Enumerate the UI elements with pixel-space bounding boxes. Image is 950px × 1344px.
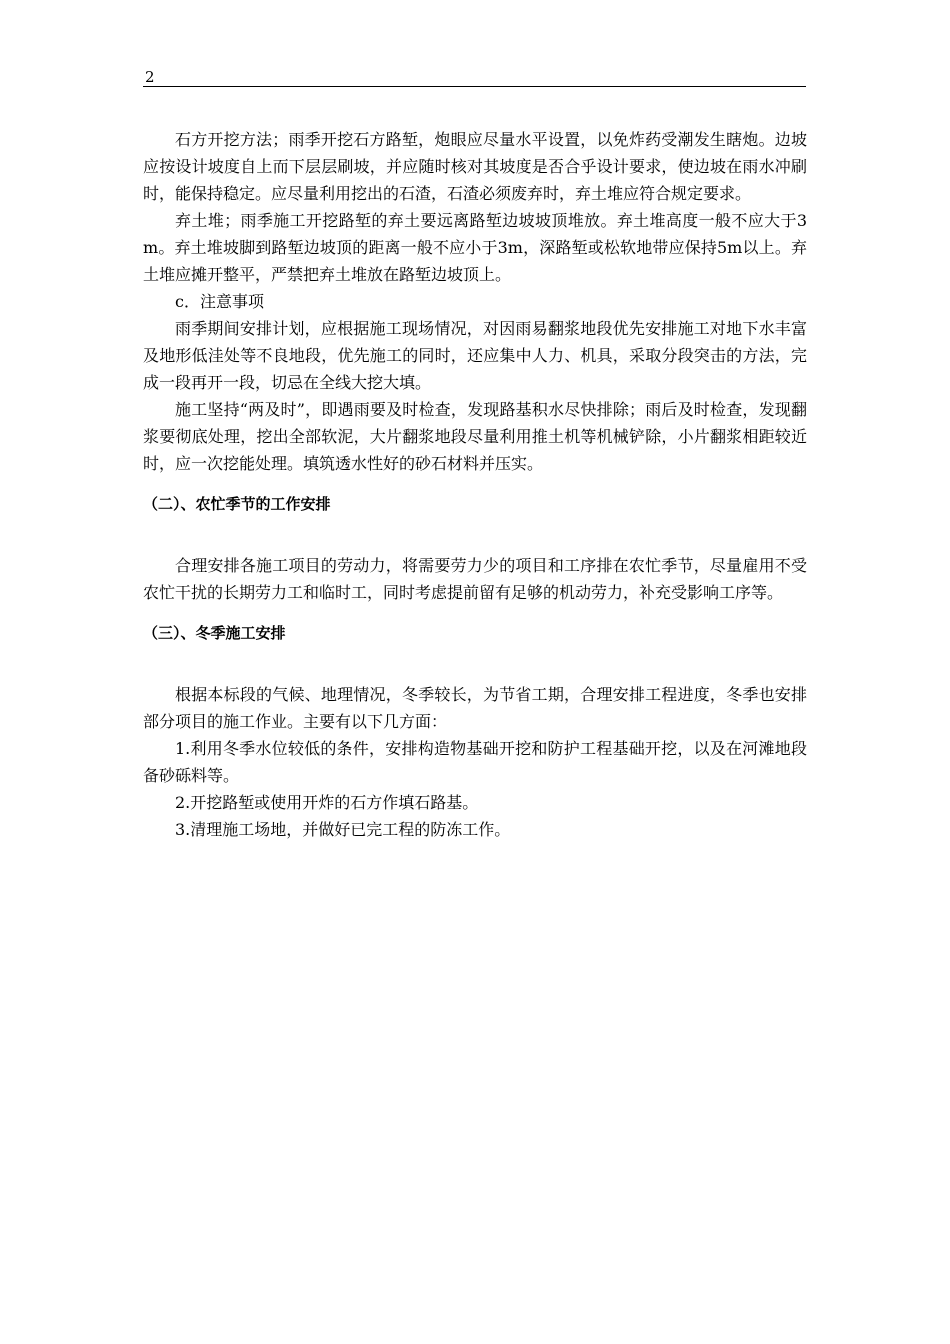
list-item-winter-3: 3.清理施工场地，并做好已完工程的防冻工作。 [175, 820, 511, 839]
paragraph-labor-arrangement: 合理安排各施工项目的劳动力，将需要劳力少的项目和工序排在农忙季节，尽量雇用不受农忙干扰的长期劳力工和临时工，同时考虑提前留有足够的机动劳力，补充受影响工序等。 [143, 556, 807, 602]
list-item-winter-2: 2.开挖路堑或使用开炸的石方作填石路基。 [175, 793, 479, 812]
paragraph-notes-label: c．注意事项 [175, 292, 264, 311]
paragraph-rainy-season-plan: 雨季期间安排计划，应根据施工现场情况，对因雨易翻浆地段优先安排施工对地下水丰富及地形低洼处等不良地段，优先施工的同时，还应集中人力、机具，采取分段突击的方法，完成一段再开一段，切忌在全线大挖大填。 [143, 319, 807, 392]
document-body [143, 126, 807, 843]
paragraph-spoil-heap: 弃土堆；雨季施工开挖路堑的弃土要远离路堑边坡坡顶堆放。弃土堆高度一般不应大于3m。弃土堆坡脚到路堑边坡顶的距离一般不应小于3m，深路堑或松软地带应保持5m以上。弃土堆应摊开整平，严禁把弃土堆放在路堑边坡顶上。 [143, 211, 807, 284]
paragraph-winter-intro: 根据本标段的气候、地理情况，冬季较长，为节省工期，合理安排工程进度，冬季也安排部分项目的施工作业。主要有以下几方面： [143, 685, 807, 731]
section-heading-winter-construction: （三）、冬季施工安排 [143, 624, 286, 642]
list-item-winter-1: 1.利用冬季水位较低的条件，安排构造物基础开挖和防护工程基础开挖，以及在河滩地段备砂砾料等。 [143, 739, 807, 785]
section-heading-busy-farming-season: （二）、农忙季节的工作安排 [143, 495, 331, 513]
paragraph-two-timely: 施工坚持“两及时”，即遇雨要及时检查，发现路基积水尽快排除；雨后及时检查，发现翻浆要彻底处理，挖出全部软泥，大片翻浆地段尽量利用推土机等机械铲除，小片翻浆相距较近时，应一次挖能处理。填筑透水性好的砂石材料并压实。 [143, 400, 807, 473]
header-rule [143, 86, 806, 87]
paragraph-stone-excavation: 石方开挖方法；雨季开挖石方路堑，炮眼应尽量水平设置，以免炸药受潮发生瞎炮。边坡应按设计坡度自上而下层层刷坡，并应随时核对其坡度是否合乎设计要求，使边坡在雨水冲刷时，能保持稳定。应尽量利用挖出的石渣，石渣必须废弃时，弃土堆应符合规定要求。 [143, 130, 807, 203]
page-number: 2 [145, 68, 155, 86]
